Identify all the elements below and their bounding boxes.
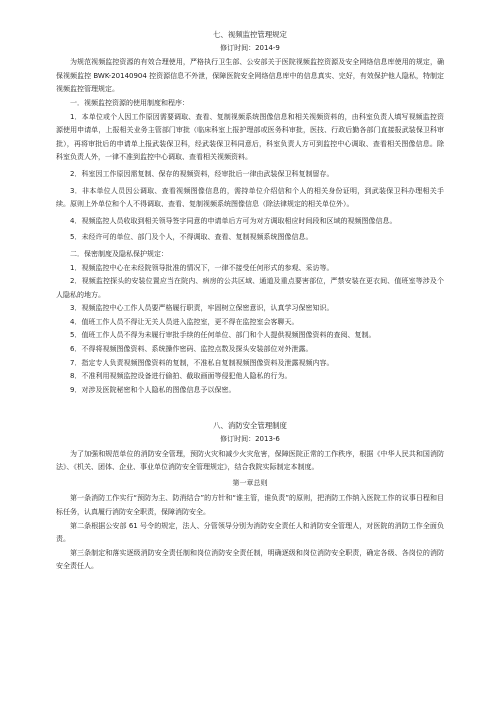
section-title-fire: 八、消防安全管理制度 <box>213 421 287 431</box>
article-3: 第三条制定和落实逐级消防安全责任制和岗位消防安全责任制，明确逐级和岗位消防安全职责，确定各级、各岗位的消防安全责任人。 <box>56 548 444 571</box>
subheading-usage: 一．视频监控资源的使用制度和程序： <box>70 98 189 107</box>
article-1: 第一条消防工作实行“预防为主、防消结合”的方针和“谁主管，谁负责”的原则，把消防工作纳入医院工作的议事日程和目标任务，认真履行消防安全职责，保障消防安全。 <box>56 494 444 516</box>
usage-item-4: 4．视频监控人员收取到相关领导签字同意的申请单后方可为对方调取相应时间段和区域的视频图像信息。 <box>70 216 397 225</box>
subheading-privacy: 二．保密制度及隐私保护规定： <box>70 249 168 258</box>
privacy-item-9: 9．对涉及医院秘密和个人隐私的图像信息予以保密。 <box>70 385 236 394</box>
usage-item-5: 5．未经许可的单位、部门及个人，不得调取、查看、复制视频系统图像信息。 <box>70 233 313 242</box>
chapter-heading: 第一章总则 <box>232 478 268 487</box>
usage-item-1: 1．本单位或个人因工作原因需要调取、查看、复制视频系统图像信息和相关视频资料的，由科室负责人填写视频监控资源使用申请单，上报相关业务主管部门审批（临床科室上报护理部或医务科审批，医技、行政后勤各部门直接报武装保卫科审批），再将审批后的申请单上报武装保卫科，经武装保卫科同意后，科室负责人方可到监控中心调取、查看相关图像信息。除科室负责人外，一律不准到监控中心调取、查看相关视频资料。 <box>56 112 444 162</box>
privacy-item-4: 4．值班工作人员不得让无关人员进入监控室，更不得在监控室会客聊天。 <box>70 317 299 326</box>
section-title-video: 七、视频监控管理规定 <box>213 30 287 39</box>
privacy-item-8: 8．不准利用视频监控设备进行偷拍、截取画面等侵犯他人隐私的行为。 <box>70 372 292 381</box>
privacy-item-7: 7．指定专人负责视频图像资料的复制，不准私自复制视频图像资料及泄露视频内容。 <box>70 358 334 367</box>
article-2: 第二条根据公安部 61 号令的规定，法人、分管领导分别为消防安全责任人和消防安全管理人，对医院的消防工作全面负责。 <box>56 521 444 544</box>
intro-paragraph-fire: 为了加强和规范单位的消防安全管理，预防火灾和减少火灾危害，保障医院正常的工作秩序，根据《中华人民共和国消防法》、《机关、团体、企业、事业单位消防安全管理规定》，结合我院实际制定本制度。 <box>56 449 444 472</box>
section-gap <box>56 397 444 419</box>
privacy-item-1: 1．视频监控中心在未经院领导批准的情况下，一律不接受任何形式的参观、采访等。 <box>70 263 334 272</box>
privacy-item-2: 2．视频监控探头的安装位置应当在院内、病房的公共区域、通道及重点要害部位，严禁安装在更衣间、值班室等涉及个人隐私的地方。 <box>56 277 444 299</box>
revision-date-fire: 修订时间：2013-6 <box>220 435 280 444</box>
privacy-item-3: 3．视频监控中心工作人员要严格履行职责，牢固树立保密意识，认真学习保密知识。 <box>70 304 334 313</box>
privacy-item-5: 5．值班工作人员不得为未履行审批手续的任何单位、部门和个人提供视频图像资料的查阅、复制。 <box>70 331 376 340</box>
revision-date-video: 修订时间：2014-9 <box>220 43 280 52</box>
privacy-item-6: 6．不得将视频图像资料、系统操作密码、监控点数及探头安装部位对外泄露。 <box>70 345 313 354</box>
intro-paragraph-video: 为规范视频监控资源的有效合理使用，严格执行卫生部、公安部关于医院视频监控资源及安全网络信息库使用的规定，确保视频监控 BWK-20140904 控资源信息不外泄，保障医院安全网络信息库中的信息真实、完好，有效保护他人隐私，特制定视频监控管理规定。 <box>56 58 444 94</box>
usage-item-3: 3．非本单位人员因公调取、查看视频图像信息的，需持单位介绍信和个人的相关身份证明，到武装保卫科办理相关手续。原则上外单位和个人不得调取、查看、复制视频系统图像信息（除法律规定的相关单位外）。 <box>56 186 444 209</box>
usage-item-2: 2．科室因工作原因需复制、保存的视频资料，经审批后一律由武装保卫科复制留存。 <box>70 169 334 178</box>
